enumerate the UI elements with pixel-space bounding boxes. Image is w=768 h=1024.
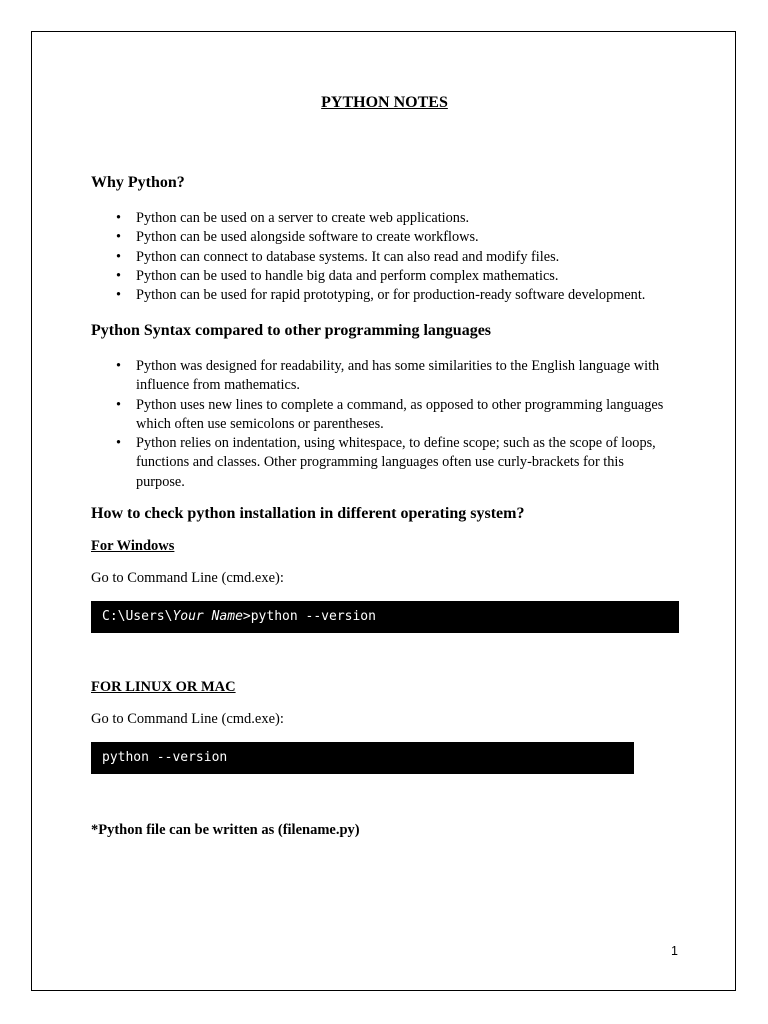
filename-note: *Python file can be written as (filename.py) bbox=[91, 822, 360, 838]
why-python-heading: Why Python? bbox=[91, 174, 185, 191]
linux-mac-label: FOR LINUX OR MAC bbox=[91, 679, 236, 695]
document-page bbox=[31, 31, 736, 991]
list-item: • Python relies on indentation, using whitespace, to define scope; such as the scope of loops, functions and classes. Other programming languages often use curly-brackets for this purpose. bbox=[136, 434, 676, 492]
linux-mac-instruction: Go to Command Line (cmd.exe): bbox=[91, 711, 284, 727]
why-python-list bbox=[136, 209, 696, 305]
page-number: 1 bbox=[671, 944, 678, 958]
command-placeholder: Your Name bbox=[172, 609, 243, 624]
page-title: PYTHON NOTES bbox=[321, 94, 448, 111]
list-item: • Python can be used for rapid prototyping, or for production-ready software development. bbox=[136, 286, 696, 305]
syntax-heading: Python Syntax compared to other programming languages bbox=[91, 322, 492, 339]
list-item: • Python was designed for readability, and has some similarities to the English language with influence from mathematics. bbox=[136, 357, 676, 396]
list-item: • Python can be used to handle big data and perform complex mathematics. bbox=[136, 267, 696, 286]
windows-instruction: Go to Command Line (cmd.exe): bbox=[91, 570, 284, 586]
linux-mac-command-block bbox=[91, 742, 634, 774]
list-item: • Python uses new lines to complete a command, as opposed to other programming languages which often use semicolons or parentheses. bbox=[136, 396, 676, 435]
list-item: • Python can be used on a server to create web applications. bbox=[136, 209, 696, 228]
command-suffix: >python --version bbox=[242, 609, 376, 624]
list-item: • Python can be used alongside software to create workflows. bbox=[136, 228, 696, 247]
command-text: python --version bbox=[102, 750, 228, 765]
install-check-heading: How to check python installation in different operating system? bbox=[91, 505, 525, 522]
syntax-list bbox=[136, 357, 676, 492]
windows-command-block bbox=[91, 601, 679, 633]
command-prefix: C:\Users\ bbox=[102, 609, 173, 624]
windows-label: For Windows bbox=[91, 538, 175, 554]
list-item: • Python can connect to database systems. It can also read and modify files. bbox=[136, 248, 696, 267]
